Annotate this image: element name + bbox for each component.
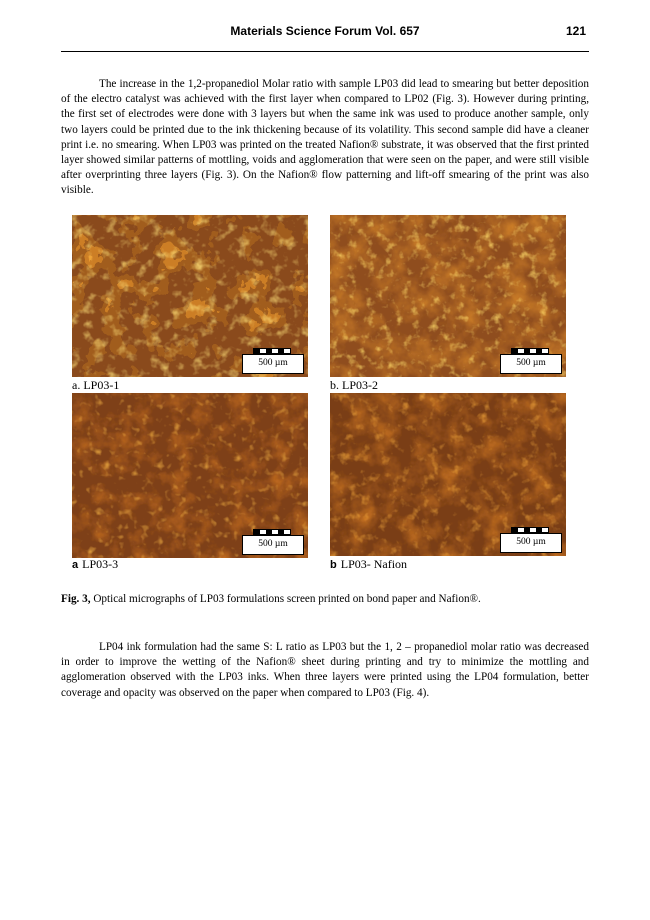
figure-caption-text: Optical micrographs of LP03 formulations screen printed on bond paper and Nafion®. <box>90 593 481 605</box>
panel-letter: b <box>330 559 337 571</box>
journal-title: Materials Science Forum Vol. 657 <box>230 24 420 38</box>
figure-label: Fig. 3, <box>61 593 91 605</box>
scale-label: 500 µm <box>516 358 546 368</box>
panel-caption-lp03-3 <box>72 557 118 572</box>
panel-caption-text: b. LP03-2 <box>330 378 378 392</box>
paragraph-2: LP04 ink formulation had the same S: L ratio as LP03 but the 1, 2 – propanediol molar ratio was decreased in order to improve the wetting of the Nafion® sheet during printing and try to minimize the mottling and agglomeration observed with the LP03 inks. When three layers were printed using the LP04 formulation, better coverage and opacity was observed on the paper when compared to LP03 (Fig. 4). <box>61 641 589 699</box>
figure-caption <box>61 593 481 605</box>
scale-bar <box>500 533 562 553</box>
scale-label: 500 µm <box>258 539 288 549</box>
panel-caption-text: LP03- Nafion <box>340 557 408 571</box>
paragraph-1: The increase in the 1,2-propanediol Molar ratio with sample LP03 did lead to smearing but better deposition of the electro catalyst was achieved with the first layer when compared to LP02 (Fig. 3). However during printing, the first set of electrodes were done with 3 layers but when the same ink was used to produce another sample, only two layers could be printed due to the ink thickening because of its volatility. This second sample did have a cleaner print i.e. no smearing. When LP03 was printed on the treated Nafion® substrate, it was observed that the first printed layer showed similar patterns of mottling, voids and agglomeration that were seen on the paper, and were still visible after overprinting three layers (Fig. 3). On the Nafion® flow patterning and lift-off smearing of the print was also visible. <box>61 78 589 197</box>
micrograph-lp03-3 <box>72 393 308 558</box>
panel-caption-text: a. LP03-1 <box>72 378 120 392</box>
panel-caption-lp03-nafion <box>330 557 407 572</box>
panel-caption-lp03-2 <box>330 378 378 393</box>
scale-label: 500 µm <box>258 358 288 368</box>
micrograph-lp03-nafion <box>330 393 566 556</box>
scale-label: 500 µm <box>516 537 546 547</box>
scale-bar <box>242 535 304 555</box>
panel-caption-text: LP03-3 <box>82 557 119 571</box>
page-number: 121 <box>565 24 586 38</box>
panel-letter: a <box>72 559 79 571</box>
panel-caption-lp03-1 <box>72 378 119 393</box>
scale-bar <box>242 354 304 374</box>
micrograph-lp03-2 <box>330 215 566 377</box>
scale-bar <box>500 354 562 374</box>
micrograph-lp03-1 <box>72 215 308 377</box>
running-header <box>61 18 589 46</box>
header-rule <box>61 51 589 52</box>
